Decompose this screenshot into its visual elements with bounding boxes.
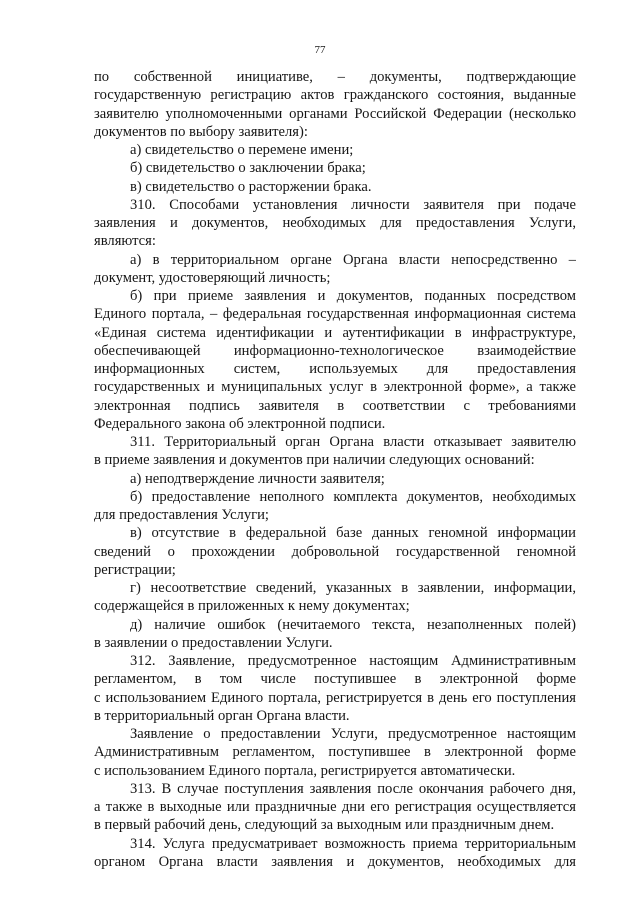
text-line: документов по выбору заявителя): <box>94 123 308 140</box>
text-line: Федерального закона об электронной подписи. <box>94 415 386 432</box>
text-line: документ, удостоверяющий личность; <box>94 269 331 286</box>
text-line: регламентом, в том числе поступившее в электронной форме <box>94 671 576 688</box>
text-line: Единого портала, – федеральная государственная информационная система <box>94 306 576 323</box>
document-body <box>94 68 576 871</box>
page-number: 77 <box>314 44 326 56</box>
text-line: с использованием Единого портала, регистрируется в день его поступления <box>94 689 576 706</box>
text-line: 311. Территориальный орган Органа власти отказывает заявителю <box>130 434 576 450</box>
text-line: д) наличие ошибок (нечитаемого текста, незаполненных полей) <box>130 616 576 633</box>
text-line: для предоставления Услуги; <box>94 507 269 523</box>
text-line: в) свидетельство о расторжении брака. <box>130 178 372 195</box>
text-line: 312. Заявление, предусмотренное настоящим Административным <box>130 653 576 669</box>
text-line: регистрации; <box>94 561 176 578</box>
text-line: а) свидетельство о перемене имени; <box>130 142 354 158</box>
text-line: сведений о прохождении добровольной государственной геномной <box>94 543 576 560</box>
text-line: б) при приеме заявления и документов, поданных посредством <box>130 288 576 304</box>
text-line: а также в выходные или праздничные дни его регистрация осуществляется <box>94 799 576 815</box>
text-line: в приеме заявления и документов при наличии следующих оснований: <box>94 452 535 469</box>
text-line: г) несоответствие сведений, указанных в заявлении, информации, <box>130 580 576 596</box>
text-line: 313. В случае поступления заявления после окончания рабочего дня, <box>130 780 576 797</box>
text-line: в территориальный орган Органа власти. <box>94 707 350 724</box>
text-line: 310. Способами установления личности заявителя при подаче <box>130 196 576 213</box>
text-line: Административным регламентом, поступившее в электронной форме <box>94 744 576 761</box>
text-line: информационных систем, используемых для предоставления <box>94 361 576 377</box>
text-line: заявления и документов, необходимых для предоставления Услуги, <box>94 215 576 231</box>
text-line: обеспечивающей информационно-технологическое взаимодействие <box>94 342 576 359</box>
text-line: б) свидетельство о заключении брака; <box>130 160 366 177</box>
text-line: содержащейся в приложенных к нему документах; <box>94 598 410 615</box>
text-line: 314. Услуга предусматривает возможность приема территориальным <box>130 835 576 852</box>
text-line: Заявление о предоставлении Услуги, предусмотренное настоящим <box>130 726 576 742</box>
text-line: б) предоставление неполного комплекта документов, необходимых <box>130 488 576 505</box>
text-line: органом Органа власти заявления и документов, необходимых для <box>94 853 576 870</box>
text-line: государственных и муниципальных услуг в электронной форме», а также <box>94 379 576 396</box>
text-line: являются: <box>94 233 156 250</box>
text-line: в заявлении о предоставлении Услуги. <box>94 634 333 651</box>
text-line: государственную регистрацию актов гражданского состояния, выданные <box>94 87 576 104</box>
text-line: в первый рабочий день, следующий за выходным или праздничным днем. <box>94 817 555 834</box>
text-line: а) в территориальном органе Органа власти непосредственно – <box>130 251 576 268</box>
text-line: электронная подпись заявителя в соответствии с требованиями <box>94 397 576 414</box>
text-line: в) отсутствие в федеральной базе данных геномной информации <box>130 525 576 542</box>
text-line: с использованием Единого портала, регистрируется автоматически. <box>94 762 516 779</box>
text-line: заявителю уполномоченными органами Российской Федерации (несколько <box>94 105 576 122</box>
text-line: «Единая система идентификации и аутентификации в инфраструктуре, <box>94 324 576 341</box>
text-line: по собственной инициативе, – документы, подтверждающие <box>94 69 576 85</box>
text-line: а) неподтверждение личности заявителя; <box>130 470 385 487</box>
